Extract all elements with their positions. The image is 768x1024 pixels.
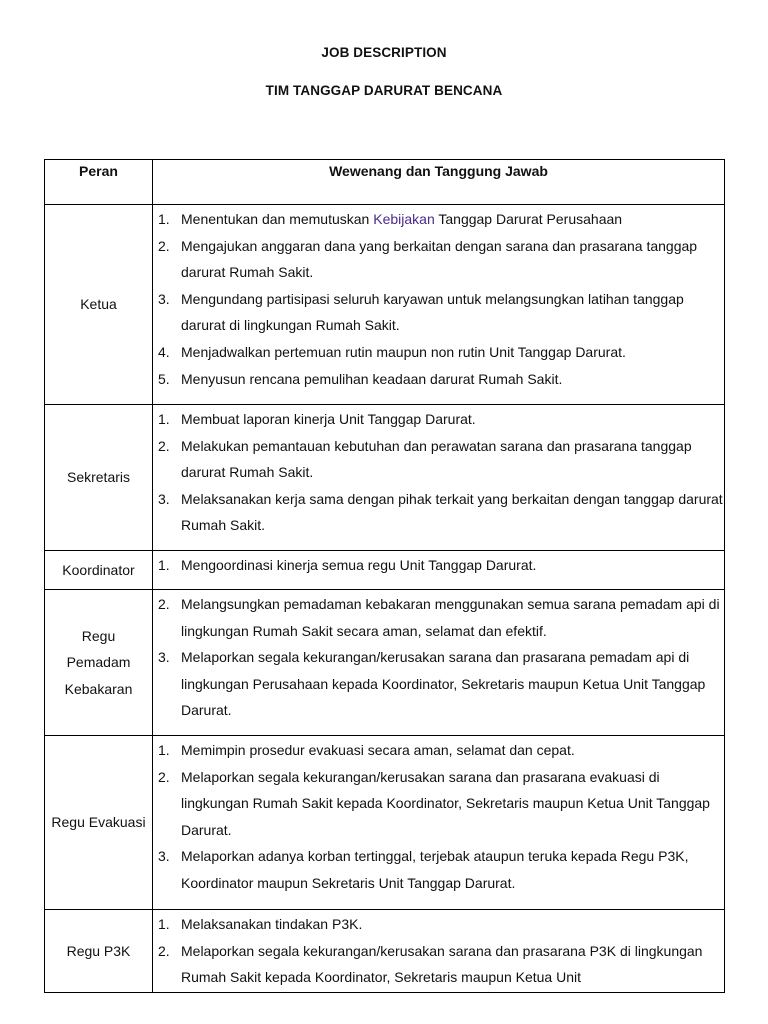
responsibility-cell	[153, 910, 725, 993]
role-label: Ketua	[80, 296, 117, 313]
list-item: 4. Menjadwalkan pertemuan rutin maupun non rutin Unit Tanggap Darurat.	[158, 343, 626, 360]
table-row	[45, 551, 725, 590]
responsibility-cell	[153, 405, 725, 551]
role-label: Regu P3K	[66, 942, 131, 959]
list-item: 1. Memimpin prosedur evakuasi secara aman, selamat dan cepat.	[158, 742, 575, 758]
header-role: Peran	[45, 160, 153, 205]
table-row	[45, 205, 725, 405]
document-title: JOB DESCRIPTION	[321, 45, 447, 60]
responsibility-cell	[153, 590, 725, 736]
list-item: 5. Menyusun rencana pemulihan keadaan darurat Rumah Sakit.	[158, 370, 563, 387]
table-row	[45, 405, 725, 551]
list-item: 2. Melaporkan segala kekurangan/kerusakan sarana dan prasarana evakuasi di lingkungan Rumah Sakit kepada Koordinator, Sekretaris maupun Ketua Unit Tanggap Darurat.	[158, 768, 710, 838]
role-label: Koordinator	[62, 561, 135, 578]
role-cell	[45, 205, 153, 405]
list-item: 1. Mengoordinasi kinerja semua regu Unit Tanggap Darurat.	[158, 557, 537, 573]
responsibility-cell	[153, 551, 725, 590]
table-row	[45, 910, 725, 993]
header-responsibility: Wewenang dan Tanggung Jawab	[153, 160, 725, 205]
role-cell	[45, 736, 153, 910]
kebijakan-link[interactable]: Kebijakan	[373, 211, 435, 227]
list-item: 2. Mengajukan anggaran dana yang berkaitan dengan sarana dan prasarana tanggap darurat Rumah Sakit.	[158, 237, 698, 281]
document-subtitle: TIM TANGGAP DARURAT BENCANA	[265, 83, 503, 98]
role-label: Kebakaran	[64, 680, 133, 697]
list-item: 3. Mengundang partisipasi seluruh karyawan untuk melangsungkan latihan tanggap darurat di lingkungan Rumah Sakit.	[158, 290, 684, 334]
role-label: Regu Evakuasi	[51, 814, 146, 831]
role-label: Sekretaris	[66, 469, 131, 486]
table-row	[45, 590, 725, 736]
list-item: 2. Melangsungkan pemadaman kebakaran menggunakan semua sarana pemadam api di lingkungan Rumah Sakit secara aman, selamat dan efektif.	[158, 596, 720, 639]
list-item: 3. Melaporkan segala kekurangan/kerusakan sarana dan prasarana pemadam api di lingkungan Perusahaan kepada Koordinator, Sekretaris maupun Ketua Unit Tanggap Darurat.	[158, 649, 706, 719]
list-item: 2. Melaporkan segala kekurangan/kerusakan sarana dan prasarana P3K di lingkungan Rumah Sakit kepada Koordinator, Sekretaris maupun Ketua Unit	[158, 942, 703, 986]
list-item: 1. Menentukan dan memutuskan Kebijakan Tanggap Darurat Perusahaan	[158, 211, 623, 227]
responsibility-cell	[153, 205, 725, 405]
role-label: Pemadam	[66, 654, 131, 671]
role-cell	[45, 590, 153, 736]
list-item: 1. Membuat laporan kinerja Unit Tanggap Darurat.	[158, 411, 476, 427]
role-cell	[45, 405, 153, 551]
table-row	[45, 736, 725, 910]
job-description-table	[44, 159, 725, 993]
responsibility-cell	[153, 736, 725, 910]
role-cell	[45, 910, 153, 993]
list-item: 3. Melaporkan adanya korban tertinggal, terjebak ataupun teruka kepada Regu P3K, Koordinator maupun Sekretaris Unit Tanggap Darurat.	[158, 848, 689, 891]
list-item: 1. Melaksanakan tindakan P3K.	[158, 916, 363, 932]
table-header-row	[45, 160, 725, 205]
role-label: Regu	[81, 627, 116, 644]
list-item: 2. Melakukan pemantauan kebutuhan dan perawatan sarana dan prasarana tanggap darurat Rumah Sakit.	[158, 437, 692, 481]
list-item: 3. Melaksanakan kerja sama dengan pihak terkait yang berkaitan dengan tanggap darurat Rumah Sakit.	[158, 490, 723, 534]
role-cell	[45, 551, 153, 590]
